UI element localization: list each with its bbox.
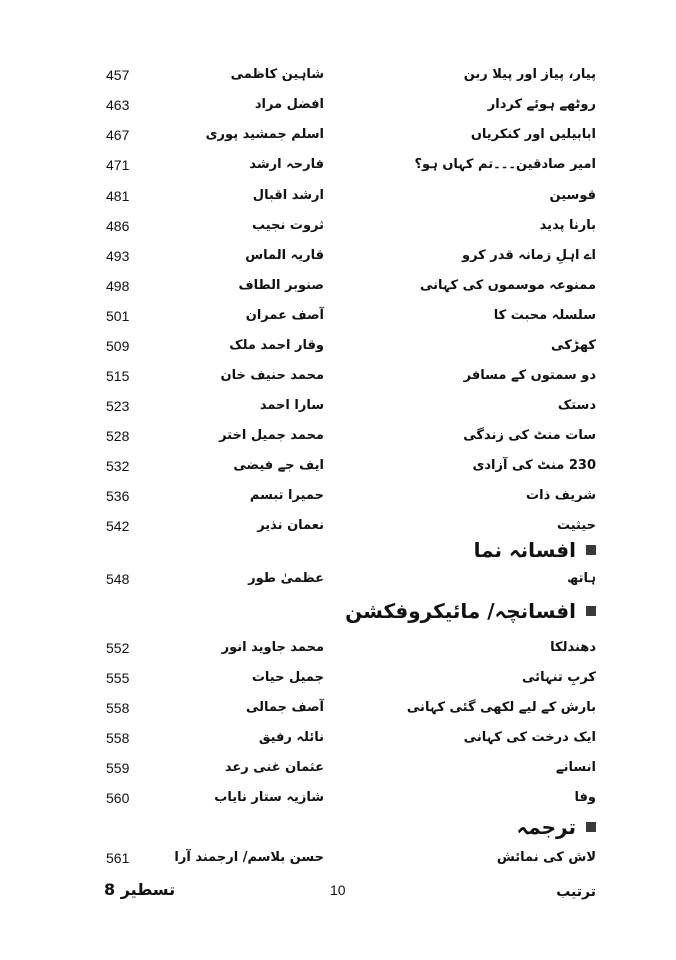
author-name: فارحہ ارشد [249,157,324,172]
story-title: حیثیت [556,518,596,533]
story-title: وفا [574,790,596,805]
toc-row [0,846,676,870]
story-title: شریف ذات [526,488,596,503]
toc-row [0,364,676,388]
toc-row [0,424,676,448]
toc-row [0,666,676,690]
story-title: قوسین [549,188,596,203]
toc-row [0,726,676,750]
footer-label: ترتیب [556,884,596,900]
toc-row [0,484,676,508]
page-number: 481 [106,188,130,204]
author-name: محمد جمیل اختر [219,428,324,443]
section-heading-microfiction [345,596,596,626]
page-number: 457 [106,67,130,83]
toc-row [0,214,676,238]
story-title: امیر صادقین۔۔۔تم کہاں ہو؟ [414,157,596,172]
author-name: آصف جمالی [245,700,324,715]
story-title: بارش کے لیے لکھی گئی کہانی [406,700,596,715]
page-number: 501 [106,308,130,324]
author-name: آصف عمران [245,308,324,323]
story-title: سات منٹ کی زندگی [463,428,596,443]
toc-row [0,304,676,328]
author-name: نائلہ رفیق [258,730,324,745]
author-name: اسلم جمشید پوری [205,127,324,142]
page-number: 486 [106,218,130,234]
story-title: اے اہلِ زمانہ قدر کرو [462,248,596,263]
page-number: 559 [106,760,130,776]
author-name: ثروت نجیب [252,218,324,233]
page-number: 548 [106,571,130,587]
author-name: قاریہ الماس [245,248,324,263]
story-title: کھڑکی [551,338,596,353]
page-number: 532 [106,458,130,474]
story-title: دستک [557,398,596,413]
author-name: محمد جاوید انور [221,640,324,655]
section-heading-afsana-numa [474,535,596,565]
section-title: افسانہ نما [473,538,576,562]
story-title: پیار، پیاز اور پیلا ربن [463,67,596,82]
page-number: 463 [106,97,130,113]
square-bullet-icon [586,822,596,832]
toc-row [0,756,676,780]
author-name: افضل مراد [254,97,324,112]
author-name: وقار احمد ملک [229,338,324,353]
story-title: لاش کی نمائش [496,850,596,865]
author-name: عظمیٰ طور [248,571,324,586]
author-name: عثمان غنی رعد [224,760,324,775]
page-number: 561 [106,850,130,866]
author-name: حسن بلاسم/ ارجمند آرا [174,850,324,865]
toc-row [0,63,676,87]
page-number: 555 [106,670,130,686]
page-number: 467 [106,127,130,143]
author-name: ایف جے فیضی [233,458,324,473]
story-title: انسانے [556,760,596,775]
page-number: 536 [106,488,130,504]
story-title: دو سمتوں کے مسافر [463,368,596,383]
page-number: 498 [106,278,130,294]
magazine-name: تسطیر 8 [104,880,176,899]
square-bullet-icon [586,545,596,555]
author-name: نعمان نذیر [257,518,324,533]
toc-row [0,454,676,478]
page-number: 560 [106,790,130,806]
author-name: محمد حنیف خان [220,368,324,383]
toc-row [0,696,676,720]
toc-row [0,394,676,418]
section-title: افسانچہ/ مائیکروفکشن [345,599,576,623]
story-title: ہاتھ [567,571,596,586]
author-name: جمیل حیات [251,670,324,685]
toc-row [0,786,676,810]
section-title: ترجمہ [516,815,576,839]
story-title: دھندلکا [550,640,596,655]
toc-row [0,153,676,177]
page-number: 509 [106,338,130,354]
page-number: 558 [106,700,130,716]
story-title: بارنا پدید [539,218,596,233]
toc-row [0,244,676,268]
page-number: 515 [106,368,130,384]
author-name: سارا احمد [259,398,324,413]
story-title: ایک درخت کی کہانی [463,730,596,745]
page-number: 523 [106,398,130,414]
page-number: 552 [106,640,130,656]
toc-row [0,636,676,660]
page-number-footer: 10 [330,882,346,898]
square-bullet-icon [586,606,596,616]
page-number: 528 [106,428,130,444]
story-title: سلسلہ محبت کا [493,308,596,323]
story-title: ابابیلیں اور کنکریاں [470,127,596,142]
toc-row [0,123,676,147]
author-name: ارشد اقبال [252,188,324,203]
author-name: شازیہ ستار نایاب [214,790,324,805]
story-title: 230 منٹ کی آزادی [472,458,596,473]
author-name: حمیرا تبسم [249,488,324,503]
toc-row [0,93,676,117]
story-title: روٹھے ہوئے کردار [487,97,596,112]
page-number: 542 [106,518,130,534]
page-number: 493 [106,248,130,264]
author-name: صنوبر الطاف [238,278,324,293]
author-name: شاہین کاظمی [230,67,324,82]
toc-row [0,567,676,591]
toc-row [0,334,676,358]
section-heading-tarjuma [517,812,597,842]
page-number: 471 [106,157,130,173]
page-number: 558 [106,730,130,746]
toc-row [0,274,676,298]
story-title: کربِ تنہائی [522,670,596,685]
toc-row [0,184,676,208]
story-title: ممنوعہ موسموں کی کہانی [419,278,596,293]
